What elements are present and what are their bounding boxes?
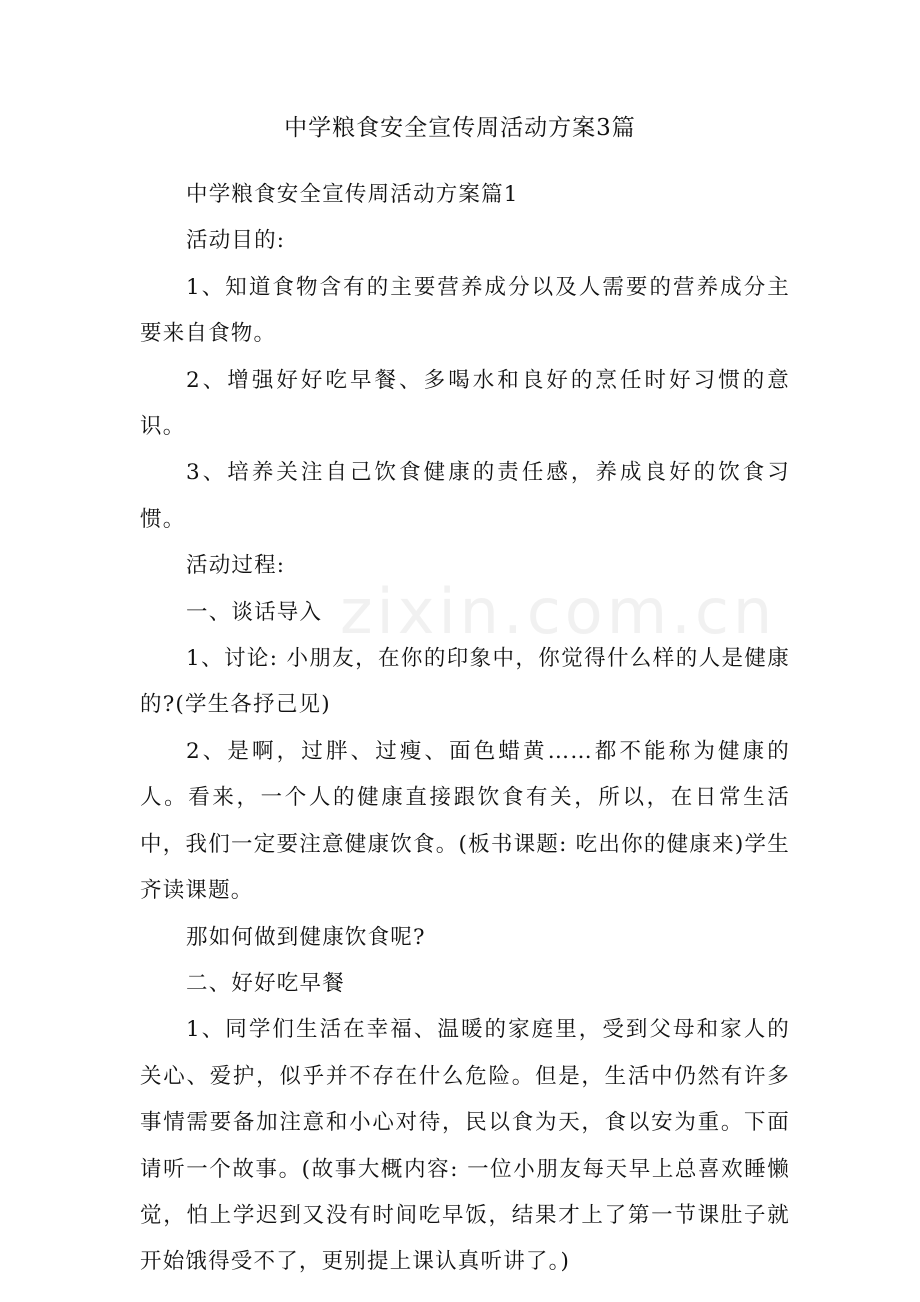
- paragraph: 1、同学们生活在幸福、温暖的家庭里，受到父母和家人的关心、爱护，似乎并不存在什么危险。但是，生活中仍然有许多事情需要备加注意和小心对待，民以食为天，食以安为重。下面请听一个故事。(故事大概内容: 一位小朋友每天早上总喜欢睡懒觉，怕上学迟到又没有时间吃早饭，结果才上了第一节课肚子就开始饿得受不了，更别提上课认真听讲了。): [140, 1017, 790, 1275]
- paragraph: 那如何做到健康饮食呢?: [186, 924, 426, 950]
- document-body: [140, 172, 790, 1286]
- paragraph: 活动过程:: [186, 553, 286, 579]
- paragraph: 3、培养关注自己饮食健康的责任感，养成良好的饮食习惯。: [140, 460, 790, 532]
- document-title: 中学粮食安全宣传周活动方案3篇: [284, 115, 636, 141]
- paragraph: 二、好好吃早餐: [186, 970, 345, 996]
- paragraph: 一、谈话导入: [186, 599, 323, 625]
- paragraph: 1、讨论: 小朋友，在你的印象中，你觉得什么样的人是健康的?(学生各抒己见): [140, 646, 790, 718]
- paragraph: 活动目的:: [186, 228, 286, 254]
- watermark: zixin.com.cn: [340, 575, 777, 648]
- paragraph: 2、是啊，过胖、过瘦、面色蜡黄……都不能称为健康的人。看来，一个人的健康直接跟饮食有关，所以，在日常生活中，我们一定要注意健康饮食。(板书课题: 吃出你的健康来)学生齐读课题。: [140, 738, 790, 904]
- section-heading: 中学粮食安全宣传周活动方案篇1: [186, 182, 519, 207]
- paragraph: 1、知道食物含有的主要营养成分以及人需要的营养成分主要来自食物。: [140, 274, 790, 347]
- paragraph: 2、增强好好吃早餐、多喝水和良好的烹任时好习惯的意识。: [140, 367, 790, 440]
